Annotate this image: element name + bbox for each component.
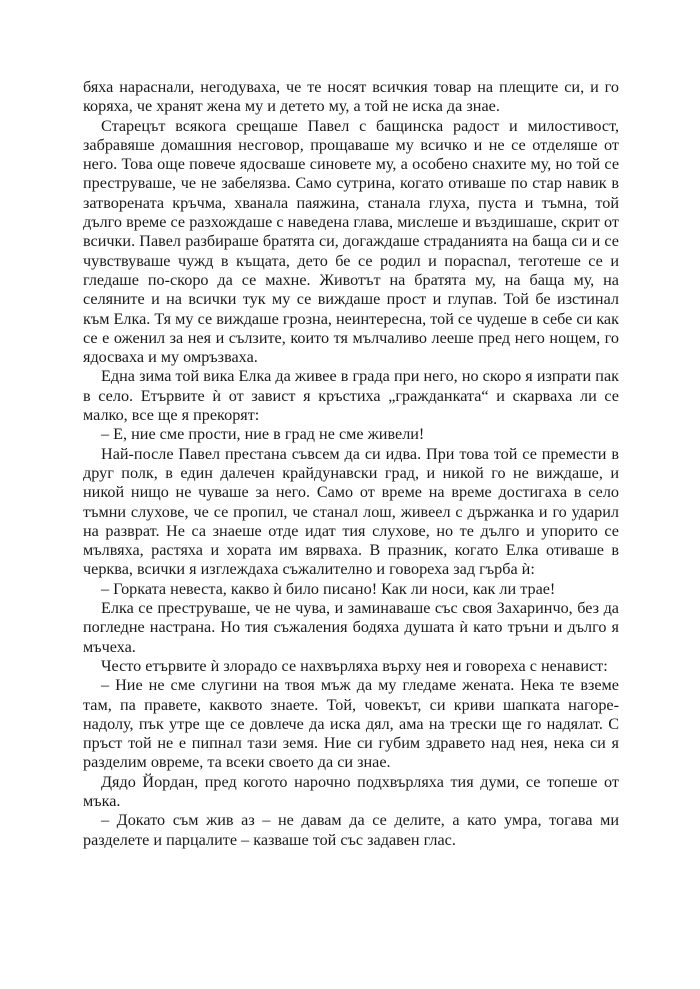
- dialogue-line: – Ние не сме слугини на твоя мъж да му гледаме жената. Нека те вземе там, па правете, каквото знаете. Той, човекът, си криви шапката нагоре-надолу, пък утре ще се довлече да иска дял, ама на трески ще го надялат. С пръст той не е пипнал тази земя. Ние си губим здравето над нея, нека си я разделим овреме, та всеки своето да си знае.: [83, 676, 619, 772]
- paragraph: Най-после Павел престана съвсем да си идва. При това той се премести в друг полк, в един далечен крайдунавски град, и никой го не виждаше, и никой нищо не чуваше за него. Само от време на време достигаха в село тъмни слухове, че се пропил, че станал лош, живеел с държанка и го ударил на разврат. Не са знаеше отде идат тия слухове, но те дълго и упорито се мълвяха, растяха и хората им вярваха. В празник, когато Елка отиваше в черква, всички я изглеждаха съжалително и говореха зад гърба ѝ:: [83, 444, 619, 579]
- dialogue-line: – Докато съм жив аз – не давам да се делите, а като умра, тогава ми разделете и парцалите – казваше той със задавен глас.: [83, 811, 619, 849]
- paragraph: Старецът всякога срещаше Павел с бащинска радост и милостивост, забравяше домашния несговор, прощаваше му всичко и не се отделяше от него. Това още повече ядосваше синовете му, а особено снахите му, но той се преструваше, че не забелязва. Само сутрина, когато отиваше по стар навик в затворената кръчма, хванала паяжина, станала глуха, пуста и тъмна, той дълго време се разхождаше с наведена глава, мислеше и въздишаше, скрит от всички. Павел разбираше братята си, догаждаше страданията на баща си и се чувствуваше чужд в къщата, дето бе се родил и порасnал, теготеше се и гледаше по-скоро да се махне. Животът на братята му, на баща му, на селяните и на всички тук му се виждаше прост и глупав. Той бе изстинал към Елка. Тя му се виждаше грозна, неинтересна, той се чудеше в себе си как се е оженил за нея и сълзите, които тя мълчаливо лееше пред него нощем, го ядосваха и му омръзваха.: [83, 116, 619, 367]
- paragraph: Елка се преструваше, че не чува, и заминаваше със своя Захаринчо, без да погледне настрана. Но тия съжаления бодяха душата ѝ като тръни и дълго я мъчеха.: [83, 599, 619, 656]
- document-page: [83, 78, 619, 850]
- paragraph: бяха нараснали, негодуваха, че те носят всичкия товар на плещите си, и го коряха, че хранят жена му и детето му, а той не иска да знае.: [83, 78, 619, 116]
- dialogue-line: – Е, ние сме прости, ние в град не сме живели!: [101, 425, 425, 444]
- paragraph: Често етървите ѝ злорадо се нахвърляха върху нея и говореха с ненавист:: [101, 656, 608, 675]
- paragraph: Една зима той вика Елка да живее в града при него, но скоро я изпрати пак в село. Етървите ѝ от завист я кръстиха „гражданката“ и скарваха ли се малко, все ще я прекорят:: [83, 367, 619, 425]
- paragraph: Дядо Йордан, пред когото нарочно подхвърляха тия думи, се топеше от мъка.: [83, 772, 619, 810]
- dialogue-line: – Горката невеста, какво ѝ било писано! Как ли носи, как ли трае!: [101, 579, 556, 598]
